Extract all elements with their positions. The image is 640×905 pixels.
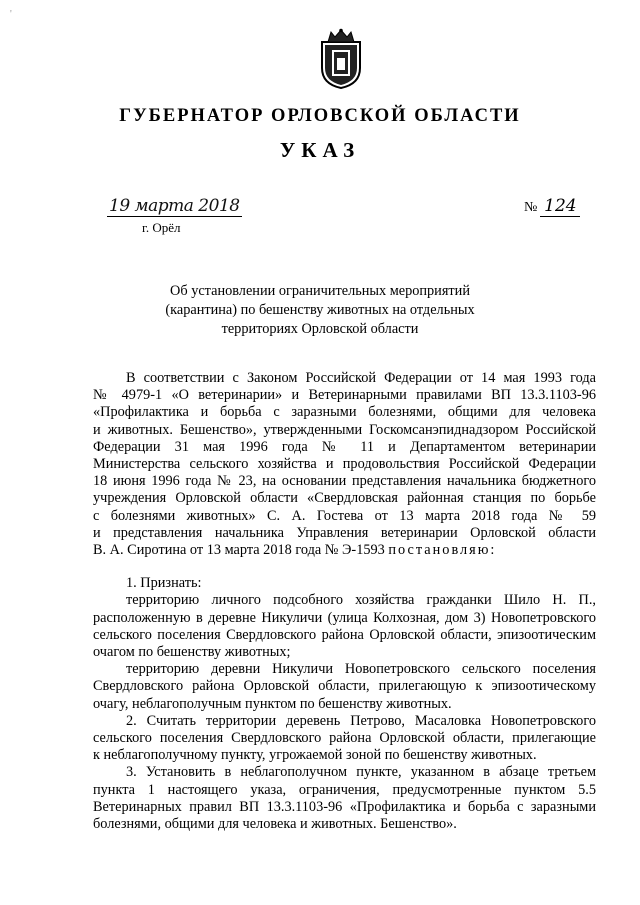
number-block [524, 196, 580, 217]
item-1-paragraph-b [93, 661, 596, 713]
item-line: к неблагополучному пункту, угрожаемой зоной по бешенству животных. [93, 747, 537, 764]
coat-of-arms-icon [318, 28, 364, 90]
decree-body [93, 370, 596, 833]
item-line: территорию деревни Никуличи Новопетровского сельского поселения [126, 661, 596, 678]
preamble-line: «Профилактика и борьба с заразными болезнями, общими для человека [93, 404, 596, 421]
preamble-line: № 4979-1 «О ветеринарии» и Ветеринарными правилами ВП 13.3.1103-96 [93, 387, 596, 404]
title-line: Об установлении ограничительных мероприятий [170, 283, 470, 299]
preamble-last-text: В. А. Сиротина от 13 марта 2018 года № Э-1593 [93, 542, 385, 559]
item-line: сельского поселения Свердловского района Орловской области, прилегающие [93, 730, 596, 747]
item-1-heading: 1. Признать: [126, 575, 202, 592]
preamble-line: В соответствии с Законом Российской Федерации от 14 мая 1993 года [126, 370, 596, 386]
number-sign: № [524, 200, 538, 215]
item-line: 2. Считать территории деревень Петрово, Масаловка Новопетровского [126, 712, 596, 729]
item-line: очагом по бешенству животных; [93, 644, 291, 661]
item-line: болезнями, общими для человека и животных. Бешенство». [93, 816, 457, 833]
decree-title [0, 282, 640, 339]
issue-city: г. Орёл [142, 220, 181, 235]
date-block [107, 196, 277, 217]
spacer [93, 559, 596, 575]
handwritten-date: 19 марта 2018 [109, 196, 240, 216]
preamble-line: учреждения Орловской области «Свердловская районная станция по борьбе [93, 490, 596, 507]
preamble [93, 370, 596, 559]
item-1-paragraph-a [93, 592, 596, 661]
preamble-line: Министерства сельского хозяйства и продовольствия Российской Федерации [93, 456, 596, 473]
issuing-authority: ГУБЕРНАТОР ОРЛОВСКОЙ ОБЛАСТИ [119, 106, 521, 126]
preamble-line: 18 июня 1996 года № 23, на основании представления начальника бюджетного [93, 473, 596, 490]
preamble-line: и животных. Бешенство», утвержденными Госкомсанэпиднадзором Российской [93, 421, 596, 438]
preamble-line [93, 542, 596, 559]
item-line: 3. Установить в неблагополучном пункте, указанном в абзаце третьем [126, 764, 596, 781]
preamble-line: и представления начальника Управления ветеринарии Орловской области [93, 524, 596, 541]
item-line: пункта 1 настоящего указа, ограничения, предусмотренные пунктом 5.5 [93, 781, 596, 798]
preamble-line: с болезнями животных» С. А. Гостева от 13 марта 2018 года № 59 [93, 507, 596, 524]
item-line: территорию личного подсобного хозяйства гражданки Шило Н. П., [126, 592, 596, 609]
title-line: (карантина) по бешенству животных на отдельных [165, 302, 475, 318]
item-line: Ветеринарных правил ВП 13.3.1103-96 «Профилактика и борьба с заразными [93, 798, 596, 815]
handwritten-number: 124 [540, 196, 580, 217]
document-type: УКАЗ [279, 138, 361, 162]
item-line: очагу, неблагополучным пунктом по бешенству животных. [93, 695, 452, 712]
title-line: территориях Орловской области [221, 321, 419, 337]
item-3 [93, 764, 596, 833]
item-2 [93, 713, 596, 765]
item-line: Свердловского района Орловской области, прилегающую к эпизоотическому [93, 678, 596, 695]
decree-word: постановляю: [388, 542, 497, 559]
item-line: расположенную в деревне Никуличи (улица Колхозная, дом 3) Новопетровского [93, 609, 596, 626]
preamble-line: Федерации 31 мая 1996 года № 11 и Департаментом ветеринарии [93, 438, 596, 455]
item-line: сельского поселения Свердловского района Орловской области, эпизоотическим [93, 626, 596, 643]
corner-mark: ' [10, 9, 12, 20]
